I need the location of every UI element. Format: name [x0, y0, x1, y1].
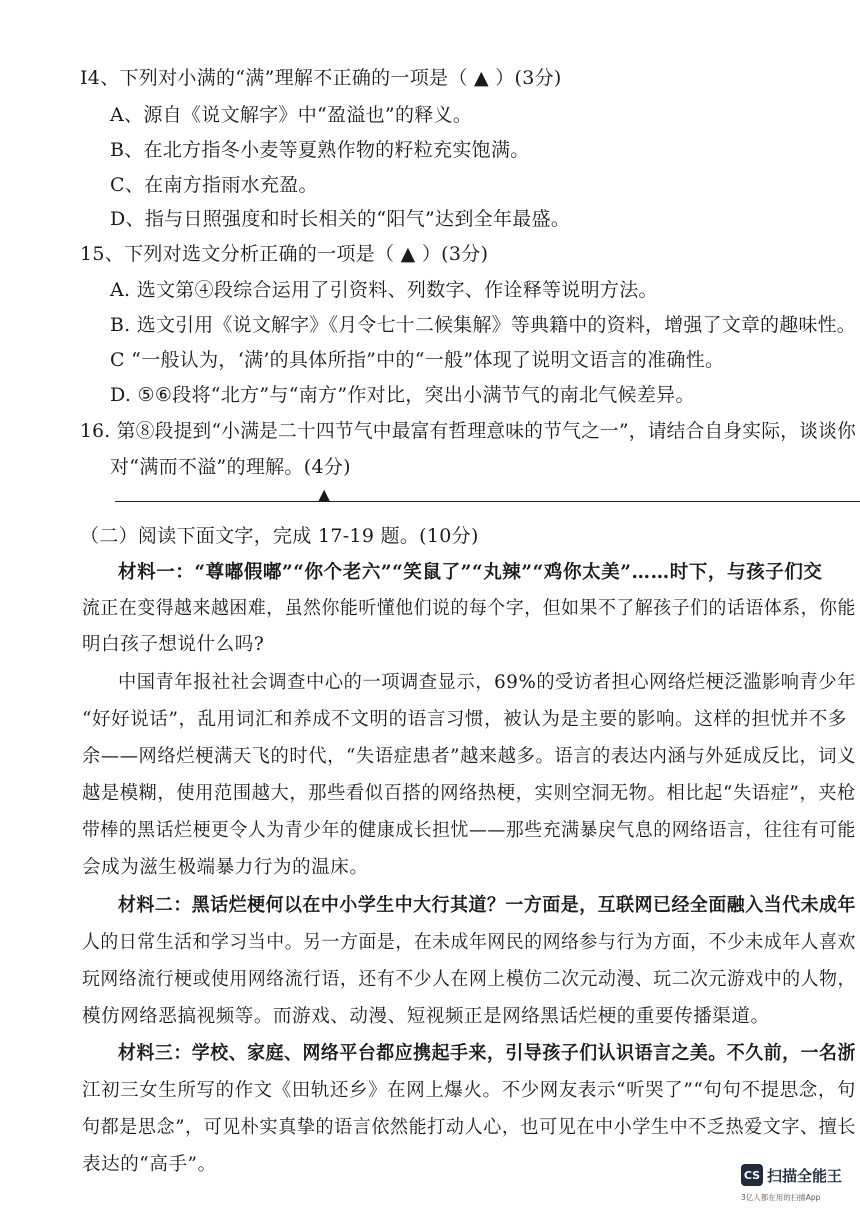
- scanner-app-name: 扫描全能王: [767, 1166, 843, 1185]
- material-1-para-2-line-6: 会成为滋生极端暴力行为的温床。: [82, 857, 369, 878]
- material-3-line-1: 材料三：学校、家庭、网络平台都应携起手来，引导孩子们认识语言之美。不久前，一名浙: [118, 1043, 856, 1064]
- material-2-line-2: 人的日常生活和学习当中。另一方面是，在未成年网民的网络参与行为方面，不少未成年人喜欢: [82, 932, 856, 953]
- material-1-para-2-line-2: “好好说话”，乱用词汇和养成不文明的语言习惯，被认为是主要的影响。这样的担忧并不多: [82, 709, 848, 730]
- material-1-para-2-line-3: 余——网络烂梗满天飞的时代，“失语症患者”越来越多。语言的表达内涵与外延成反比，词义: [82, 746, 857, 767]
- question-14-option-c: C、在南方指雨水充盈。: [110, 174, 318, 196]
- material-2-line-1: 材料二：黑话烂梗何以在中小学生中大行其道？一方面是，互联网已经全面融入当代未成年: [118, 895, 856, 916]
- material-3-line-2: 江初三女生所写的作文《田轨还乡》在网上爆火。不少网友表示“听哭了”“句句不提思念，句: [82, 1080, 856, 1101]
- material-1-line-3: 明白孩子想说什么吗?: [82, 634, 265, 655]
- material-1-para-2-line-1: 中国青年报社社会调查中心的一项调查显示，69%的受访者担心网络烂梗泛滥影响青少年: [118, 672, 857, 693]
- scanner-tagline: 3亿人都在用的扫描App: [741, 1193, 821, 1202]
- material-2-line-4: 模仿网络恶搞视频等。而游戏、动漫、短视频正是网络黑话烂梗的重要传播渠道。: [82, 1006, 770, 1027]
- material-1-para-2-line-4: 越是模糊，使用范围越大，那些看似百搭的网络热梗，实则空洞无物。相比起“失语症”，夹枪: [82, 783, 857, 804]
- question-14-stem: I4、下列对小满的“满”理解不正确的一项是（ ▲ ）(3分): [80, 67, 562, 89]
- material-1-line-1: 材料一：“尊嘟假嘟”“你个老六”“笑鼠了”“丸辣”“鸡你太美”……时下，与孩子们交: [118, 562, 823, 583]
- scanner-watermark: [741, 1164, 842, 1186]
- material-1-para-2-line-5: 带棒的黑话烂梗更令人为青少年的健康成长担忧——那些充满暴戾气息的网络语言，往往有可能: [82, 820, 856, 841]
- material-3-line-4: 表达的“高手”。: [82, 1154, 217, 1175]
- answer-marker: ▲: [318, 485, 331, 504]
- material-1-line-2: 流正在变得越来越困难，虽然你能听懂他们说的每个字，但如果不了解孩子们的话语体系，你能: [82, 598, 856, 619]
- section-2-heading: （二）阅读下面文字，完成 17-19 题。(10分): [80, 525, 479, 547]
- material-2-line-3: 玩网络流行梗或使用网络流行语，还有不少人在网上模仿二次元动漫、玩二次元游戏中的人物，: [82, 969, 856, 990]
- camscanner-logo-icon: CS: [741, 1164, 763, 1186]
- question-14-option-b: B、在北方指冬小麦等夏熟作物的籽粒充实饱满。: [110, 139, 530, 161]
- question-15-option-a: A. 选文第④段综合运用了引资料、列数字、作诠释等说明方法。: [110, 279, 658, 301]
- question-15-stem: 15、下列对选文分析正确的一项是（ ▲ ）(3分): [80, 243, 489, 265]
- material-3-line-3: 句都是思念”，可见朴实真挚的语言依然能打动人心，也可见在中小学生中不乏热爱文字、擅长: [82, 1117, 856, 1138]
- question-15-option-b: B. 选文引用《说文解字》《月令七十二候集解》等典籍中的资料，增强了文章的趣味性。: [110, 314, 856, 336]
- question-15-option-d: D. ⑤⑥段将“北方”与“南方”作对比，突出小满节气的南北气候差异。: [110, 384, 695, 406]
- question-16-line-1: 16. 第⑧段提到“小满是二十四节气中最富有哲理意味的节气之一”，请结合自身实际，谈谈你: [80, 420, 857, 442]
- answer-line: [115, 501, 860, 502]
- question-16-line-2: 对“满而不溢”的理解。(4分): [110, 456, 351, 478]
- question-14-option-d: D、指与日照强度和时长相关的“阳气”达到全年最盛。: [110, 208, 571, 230]
- question-14-option-a: A、源自《说文解字》中“盈溢也”的释义。: [110, 104, 473, 126]
- question-15-option-c: C “一般认为，‘满’的具体所指”中的“一般”体现了说明文语言的准确性。: [110, 349, 725, 371]
